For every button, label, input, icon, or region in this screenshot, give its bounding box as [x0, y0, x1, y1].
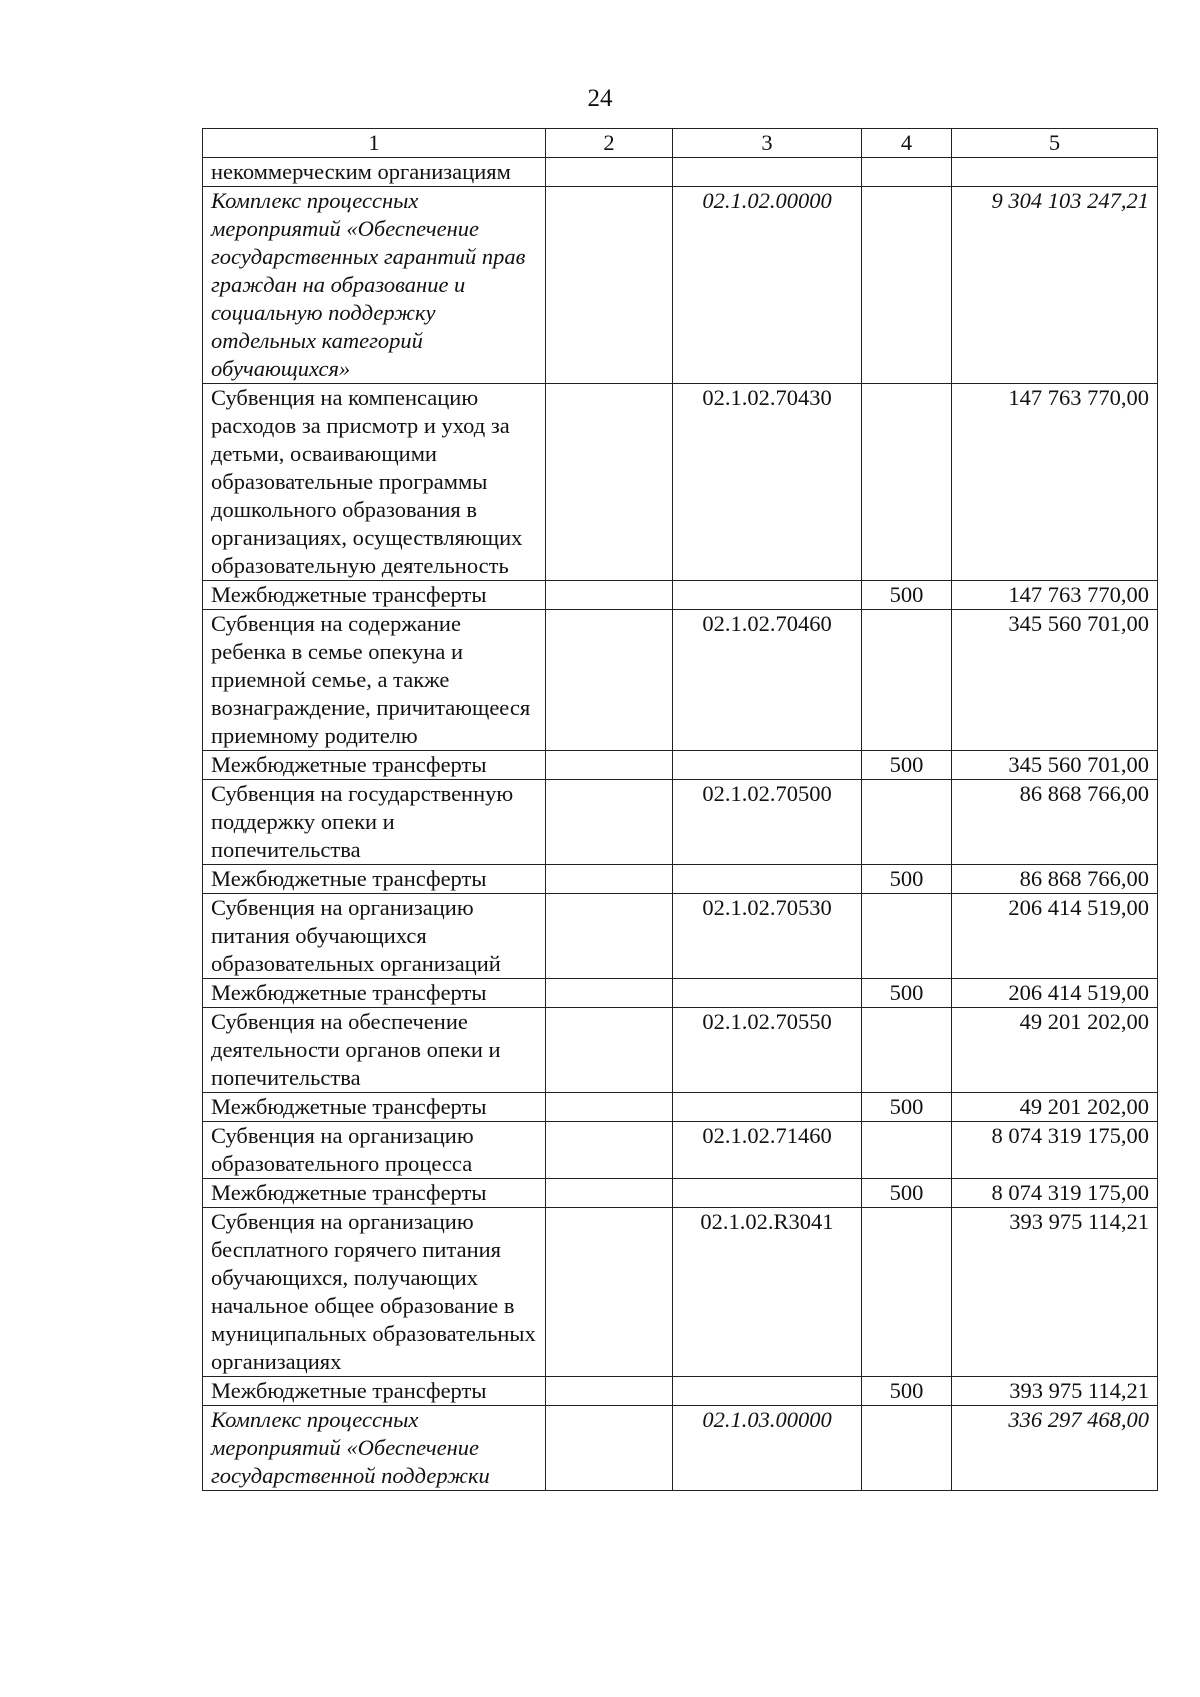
- row-code-cell: 02.1.02.70430: [673, 384, 862, 581]
- page-number: 24: [587, 85, 613, 112]
- table-row: [203, 894, 1158, 979]
- table-row: [203, 1208, 1158, 1377]
- row-code-cell: [673, 581, 862, 610]
- row-name-cell: Межбюджетные трансферты: [203, 1093, 546, 1122]
- row-kind-cell: [862, 1208, 952, 1377]
- table-row: [203, 610, 1158, 751]
- row-col2-cell: [546, 894, 673, 979]
- column-header-1: 1: [203, 129, 546, 158]
- row-amount-cell: 345 560 701,00: [952, 751, 1158, 780]
- row-amount-cell: 336 297 468,00: [952, 1406, 1158, 1491]
- row-kind-cell: 500: [862, 865, 952, 894]
- row-amount-cell: 9 304 103 247,21: [952, 187, 1158, 384]
- row-name-cell: Субвенция на обеспечение деятельности органов опеки и попечительства: [203, 1008, 546, 1093]
- budget-table: [202, 128, 1158, 1491]
- row-code-cell: [673, 1179, 862, 1208]
- table-row: [203, 158, 1158, 187]
- table-row: [203, 751, 1158, 780]
- row-name-cell: Субвенция на содержание ребенка в семье опекуна и приемной семье, а также вознаграждение, причитающееся приемному родителю: [203, 610, 546, 751]
- row-code-cell: [673, 751, 862, 780]
- table-row: [203, 780, 1158, 865]
- row-name-cell: Комплекс процессных мероприятий «Обеспечение государственных гарантий прав граждан на образование и социальную поддержку отдельных категорий обучающихся»: [203, 187, 546, 384]
- row-kind-cell: 500: [862, 581, 952, 610]
- row-name-cell: Межбюджетные трансферты: [203, 1179, 546, 1208]
- row-amount-cell: 345 560 701,00: [952, 610, 1158, 751]
- row-name-cell: Комплекс процессных мероприятий «Обеспечение государственной поддержки: [203, 1406, 546, 1491]
- row-col2-cell: [546, 1093, 673, 1122]
- row-col2-cell: [546, 751, 673, 780]
- column-header-5: 5: [952, 129, 1158, 158]
- column-header-4: 4: [862, 129, 952, 158]
- row-kind-cell: 500: [862, 1377, 952, 1406]
- row-amount-cell: 86 868 766,00: [952, 865, 1158, 894]
- row-kind-cell: 500: [862, 1093, 952, 1122]
- row-code-cell: [673, 979, 862, 1008]
- row-code-cell: 02.1.02.70460: [673, 610, 862, 751]
- row-name-cell: Межбюджетные трансферты: [203, 581, 546, 610]
- header-row: [203, 129, 1158, 158]
- row-code-cell: 02.1.02.70530: [673, 894, 862, 979]
- row-col2-cell: [546, 1179, 673, 1208]
- table-row: [203, 581, 1158, 610]
- row-kind-cell: [862, 780, 952, 865]
- table-row: [203, 865, 1158, 894]
- row-name-cell: Субвенция на организацию бесплатного горячего питания обучающихся, получающих начальное общее образование в муниципальных образовательных организациях: [203, 1208, 546, 1377]
- row-col2-cell: [546, 581, 673, 610]
- row-name-cell: Межбюджетные трансферты: [203, 865, 546, 894]
- table-body: [203, 158, 1158, 1491]
- row-kind-cell: [862, 384, 952, 581]
- row-amount-cell: 49 201 202,00: [952, 1008, 1158, 1093]
- row-col2-cell: [546, 1377, 673, 1406]
- row-amount-cell: 86 868 766,00: [952, 780, 1158, 865]
- table-row: [203, 1093, 1158, 1122]
- row-col2-cell: [546, 979, 673, 1008]
- row-code-cell: 02.1.02.70550: [673, 1008, 862, 1093]
- row-col2-cell: [546, 384, 673, 581]
- row-kind-cell: [862, 187, 952, 384]
- row-name-cell: Межбюджетные трансферты: [203, 1377, 546, 1406]
- row-code-cell: 02.1.02.00000: [673, 187, 862, 384]
- row-kind-cell: [862, 1406, 952, 1491]
- row-col2-cell: [546, 1122, 673, 1179]
- table-row: [203, 1179, 1158, 1208]
- row-kind-cell: 500: [862, 1179, 952, 1208]
- row-amount-cell: 147 763 770,00: [952, 581, 1158, 610]
- row-code-cell: 02.1.02.70500: [673, 780, 862, 865]
- row-amount-cell: 8 074 319 175,00: [952, 1179, 1158, 1208]
- row-amount-cell: 393 975 114,21: [952, 1208, 1158, 1377]
- row-kind-cell: 500: [862, 979, 952, 1008]
- row-col2-cell: [546, 610, 673, 751]
- row-code-cell: [673, 158, 862, 187]
- row-col2-cell: [546, 780, 673, 865]
- column-header-3: 3: [673, 129, 862, 158]
- row-amount-cell: 206 414 519,00: [952, 979, 1158, 1008]
- row-name-cell: Субвенция на организацию образовательного процесса: [203, 1122, 546, 1179]
- row-col2-cell: [546, 1008, 673, 1093]
- table-row: [203, 384, 1158, 581]
- row-name-cell: Межбюджетные трансферты: [203, 979, 546, 1008]
- table-row: [203, 1406, 1158, 1491]
- row-kind-cell: [862, 158, 952, 187]
- row-amount-cell: 147 763 770,00: [952, 384, 1158, 581]
- row-col2-cell: [546, 1406, 673, 1491]
- row-amount-cell: 49 201 202,00: [952, 1093, 1158, 1122]
- row-code-cell: [673, 1377, 862, 1406]
- table-row: [203, 979, 1158, 1008]
- row-kind-cell: [862, 610, 952, 751]
- row-kind-cell: 500: [862, 751, 952, 780]
- row-amount-cell: 206 414 519,00: [952, 894, 1158, 979]
- row-name-cell: Межбюджетные трансферты: [203, 751, 546, 780]
- row-kind-cell: [862, 1008, 952, 1093]
- table-row: [203, 1008, 1158, 1093]
- row-name-cell: Субвенция на государственную поддержку опеки и попечительства: [203, 780, 546, 865]
- row-amount-cell: 8 074 319 175,00: [952, 1122, 1158, 1179]
- row-code-cell: [673, 865, 862, 894]
- row-name-cell: некоммерческим организациям: [203, 158, 546, 187]
- row-name-cell: Субвенция на компенсацию расходов за присмотр и уход за детьми, осваивающими образовательные программы дошкольного образования в организациях, осуществляющих образовательную деятельность: [203, 384, 546, 581]
- row-kind-cell: [862, 1122, 952, 1179]
- row-amount-cell: 393 975 114,21: [952, 1377, 1158, 1406]
- row-amount-cell: [952, 158, 1158, 187]
- table-row: [203, 1122, 1158, 1179]
- row-col2-cell: [546, 865, 673, 894]
- table-row: [203, 187, 1158, 384]
- row-code-cell: 02.1.02.R3041: [673, 1208, 862, 1377]
- row-name-cell: Субвенция на организацию питания обучающихся образовательных организаций: [203, 894, 546, 979]
- row-code-cell: 02.1.03.00000: [673, 1406, 862, 1491]
- row-col2-cell: [546, 158, 673, 187]
- column-header-2: 2: [546, 129, 673, 158]
- row-col2-cell: [546, 1208, 673, 1377]
- row-code-cell: 02.1.02.71460: [673, 1122, 862, 1179]
- row-col2-cell: [546, 187, 673, 384]
- table-row: [203, 1377, 1158, 1406]
- row-code-cell: [673, 1093, 862, 1122]
- row-kind-cell: [862, 894, 952, 979]
